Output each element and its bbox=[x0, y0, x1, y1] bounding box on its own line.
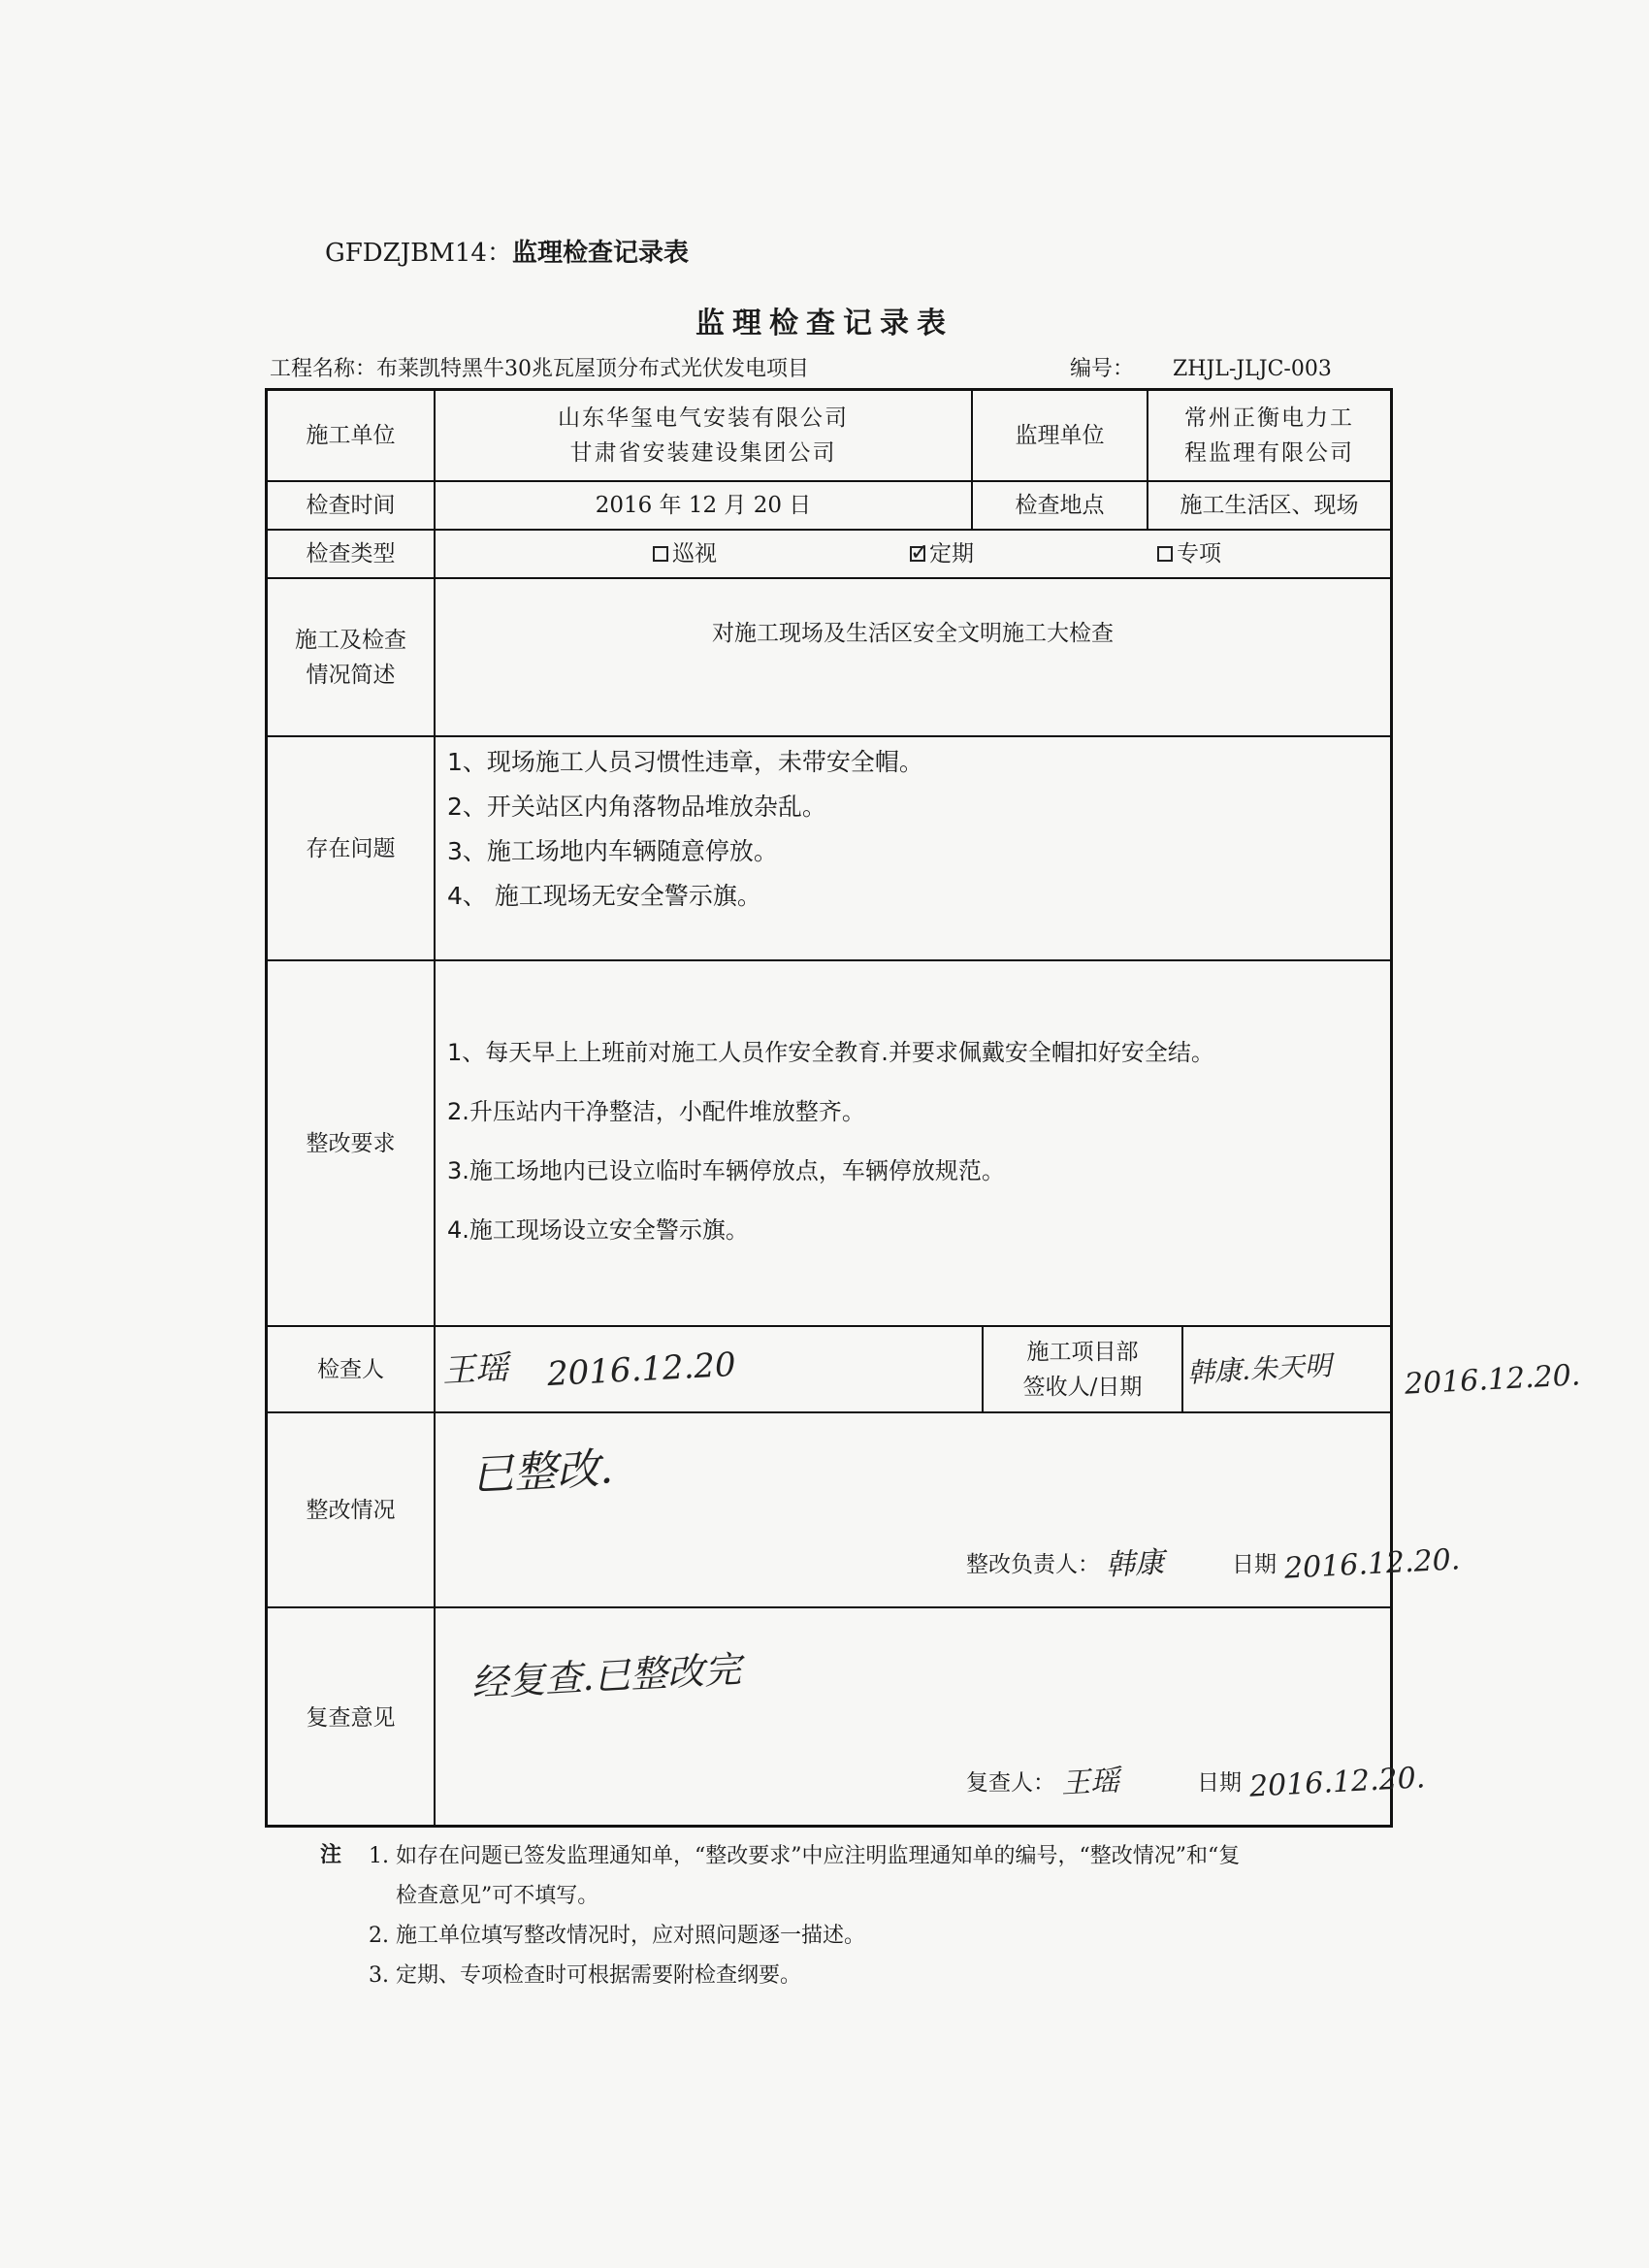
receiver-date bbox=[1404, 1358, 1582, 1402]
issues-label: 存在问题 bbox=[306, 835, 396, 861]
requirements-list bbox=[447, 1023, 1388, 1260]
construction-unit-2: 甘肃省安装建设集团公司 bbox=[569, 440, 837, 466]
construction-unit-value bbox=[436, 391, 971, 480]
summary-value: 对施工现场及生活区安全文明施工大检查 bbox=[712, 621, 1114, 646]
recheck-opinion bbox=[471, 1642, 956, 1710]
inspector-label: 检查人 bbox=[317, 1356, 384, 1382]
rectify-date: 2016.12.20. bbox=[1283, 1542, 1462, 1586]
requirement-item: 3.施工场地内已设立临时车辆停放点，车辆停放规范。 bbox=[447, 1157, 1005, 1184]
receiver-date-text: 2016.12.20. bbox=[1404, 1358, 1582, 1402]
inspector-date: 2016.12.20 bbox=[546, 1345, 737, 1394]
rechecker-sign: 王瑶 bbox=[1060, 1764, 1120, 1801]
record-number-label: 编号： bbox=[1070, 357, 1135, 381]
notes-list bbox=[369, 1836, 1397, 1995]
rectify-status-text: 已整改. bbox=[469, 1443, 615, 1501]
recheck-label: 复查意见 bbox=[306, 1705, 396, 1731]
document-code-label: GFDZJBM14： bbox=[325, 239, 512, 268]
receiver-sign: 韩康.朱天明 bbox=[1186, 1348, 1333, 1389]
special-checkbox-icon[interactable] bbox=[1157, 546, 1173, 562]
issues-list bbox=[447, 740, 1378, 919]
supervision-unit-label: 监理单位 bbox=[1015, 423, 1105, 448]
rectify-owner-label: 整改负责人： bbox=[966, 1552, 1100, 1577]
summary-label bbox=[268, 579, 434, 735]
notes-prefix: 注 bbox=[320, 1842, 342, 1867]
requirements-label: 整改要求 bbox=[306, 1130, 396, 1156]
supervision-unit-1: 常州正衡电力工 bbox=[1184, 405, 1354, 431]
rechecker-label: 复查人： bbox=[966, 1770, 1055, 1796]
document-code bbox=[325, 233, 689, 269]
document-title: 监理检查记录表 bbox=[511, 239, 689, 268]
rectify-label: 整改情况 bbox=[306, 1497, 396, 1523]
requirement-item: 2.升压站内干净整洁，小配件堆放整齐。 bbox=[447, 1098, 865, 1125]
summary-label-2: 情况简述 bbox=[306, 662, 396, 688]
recheck-date: 2016.12.20. bbox=[1248, 1761, 1427, 1804]
receiver-label bbox=[984, 1327, 1181, 1411]
summary-label-1: 施工及检查 bbox=[295, 627, 406, 653]
issue-item: 2、开关站区内角落物品堆放杂乱。 bbox=[447, 793, 826, 821]
periodic-label: 定期 bbox=[929, 541, 974, 567]
recheck-date-label: 日期 bbox=[1197, 1770, 1242, 1796]
inspector-sign: 王瑶 bbox=[440, 1347, 510, 1391]
check-time-value: 2016 年 12 月 20 日 bbox=[595, 493, 812, 518]
check-type-special[interactable] bbox=[1131, 531, 1247, 577]
receiver-label-2: 签收人/日期 bbox=[1022, 1374, 1143, 1400]
issue-item: 4、 施工现场无安全警示旗。 bbox=[447, 882, 761, 910]
check-place-value: 施工生活区、现场 bbox=[1180, 493, 1359, 518]
special-label: 专项 bbox=[1177, 541, 1221, 567]
note-item: 1. 如存在问题已签发监理通知单，“整改要求”中应注明监理通知单的编号，“整改情况”和“复 bbox=[369, 1844, 1241, 1868]
patrol-label: 巡视 bbox=[672, 541, 717, 567]
receiver-label-1: 施工项目部 bbox=[1026, 1339, 1139, 1365]
requirement-item: 1、每天早上上班前对施工人员作安全教育.并要求佩戴安全帽扣好安全结。 bbox=[447, 1039, 1214, 1066]
note-item: 3. 定期、专项检查时可根据需要附检查纲要。 bbox=[369, 1963, 801, 1988]
check-place-label: 检查地点 bbox=[1015, 493, 1105, 518]
supervision-unit-value bbox=[1148, 391, 1390, 480]
periodic-checkbox-icon[interactable] bbox=[910, 546, 925, 562]
check-type-patrol[interactable] bbox=[627, 531, 743, 577]
note-item: 检查意见”可不填写。 bbox=[396, 1884, 599, 1908]
construction-unit-label: 施工单位 bbox=[306, 423, 396, 448]
check-type-periodic[interactable] bbox=[884, 531, 1000, 577]
inspector-signature bbox=[442, 1327, 976, 1411]
rectify-owner-sign: 韩康 bbox=[1105, 1545, 1165, 1583]
check-type-label: 检查类型 bbox=[306, 541, 396, 567]
check-time-label: 检查时间 bbox=[306, 493, 396, 518]
requirement-item: 4.施工现场设立安全警示旗。 bbox=[447, 1216, 749, 1244]
record-number bbox=[1070, 352, 1332, 382]
recheck-opinion-text: 经复查.已整改完 bbox=[470, 1647, 743, 1705]
rectify-date-label: 日期 bbox=[1232, 1552, 1277, 1577]
construction-unit-1: 山东华玺电气安装有限公司 bbox=[558, 405, 849, 431]
form-title: 监理检查记录表 bbox=[695, 307, 954, 340]
receiver-signature bbox=[1187, 1327, 1386, 1411]
project-name: 工程名称：布莱凯特黑牛30兆瓦屋顶分布式光伏发电项目 bbox=[270, 357, 809, 381]
patrol-checkbox-icon[interactable] bbox=[653, 546, 668, 562]
rectify-owner bbox=[966, 1540, 1462, 1589]
supervision-unit-2: 程监理有限公司 bbox=[1184, 440, 1354, 466]
rectify-status bbox=[471, 1434, 762, 1511]
inspection-table bbox=[265, 388, 1462, 1828]
record-number-value: ZHJL-JLJC-003 bbox=[1173, 357, 1332, 381]
note-item: 2. 施工单位填写整改情况时，应对照问题逐一描述。 bbox=[369, 1924, 865, 1948]
issue-item: 3、施工场地内车辆随意停放。 bbox=[447, 837, 778, 865]
rechecker bbox=[966, 1759, 1427, 1807]
issue-item: 1、现场施工人员习惯性违章，未带安全帽。 bbox=[447, 748, 923, 776]
